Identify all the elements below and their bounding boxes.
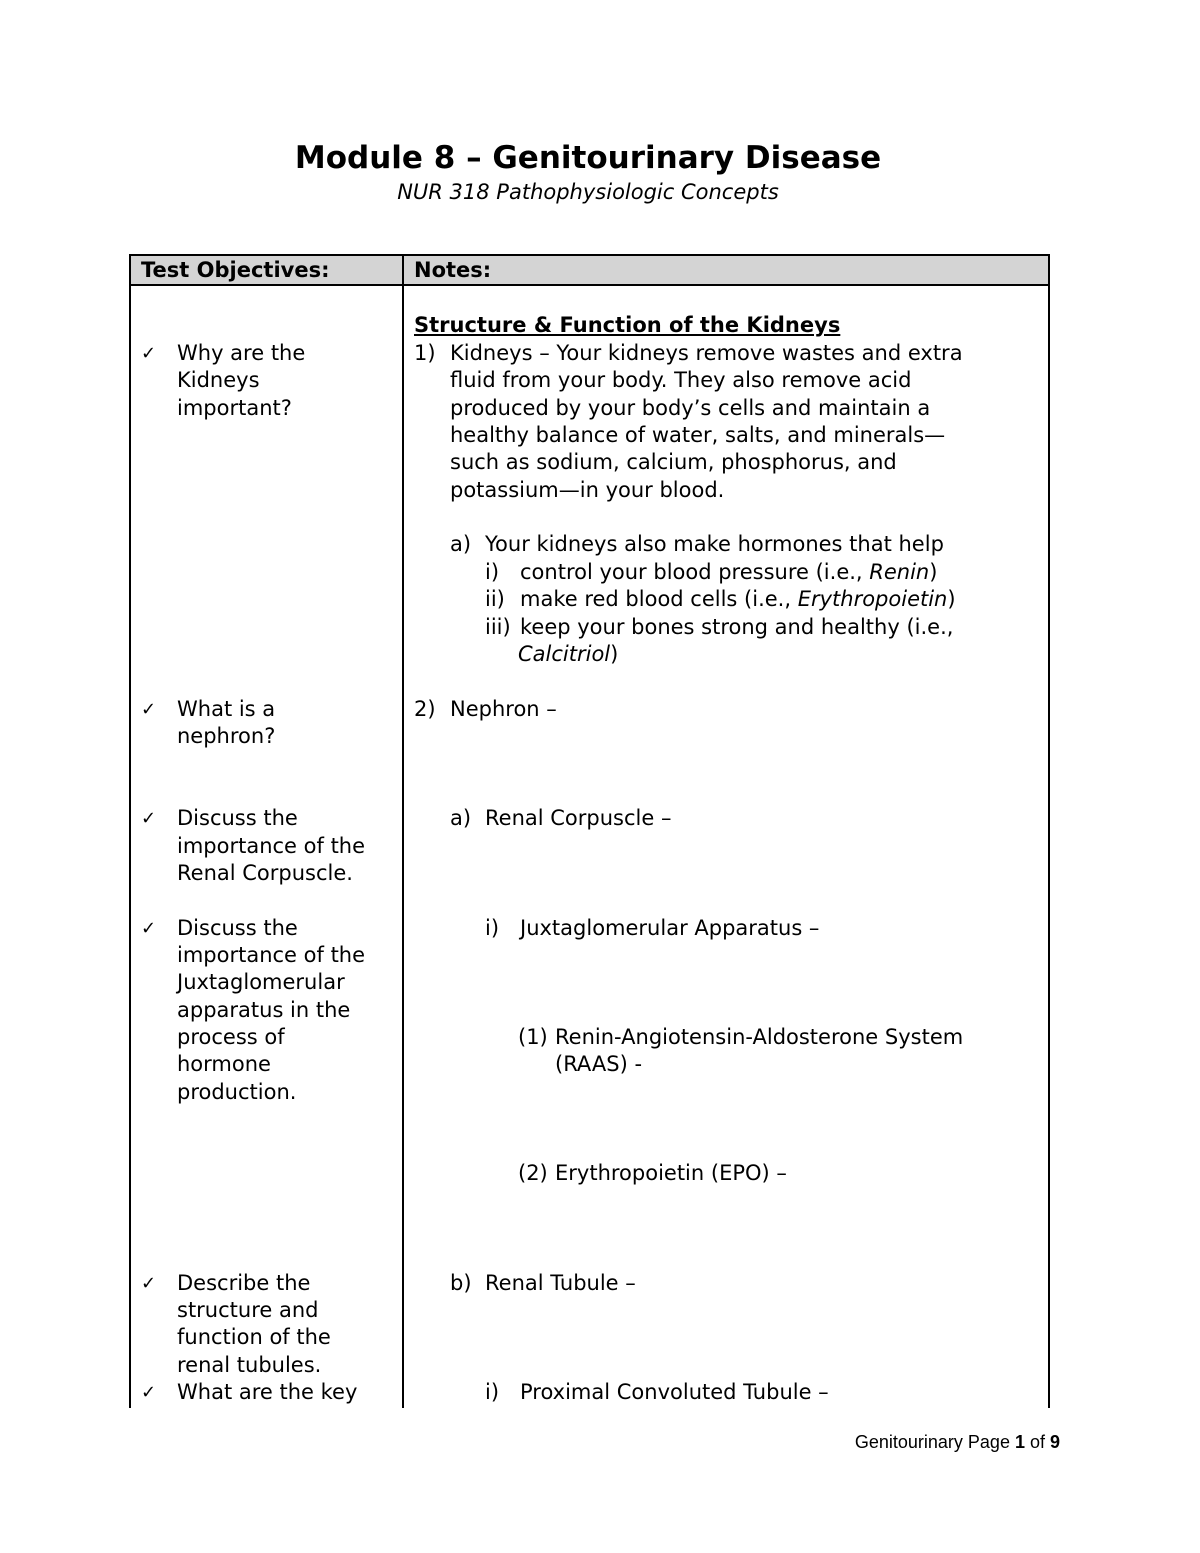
objective-line: What are the key bbox=[177, 1380, 358, 1404]
objective-line: hormone bbox=[177, 1052, 271, 1076]
check-icon: ✓ bbox=[141, 1382, 157, 1403]
list-number: (1) bbox=[518, 1025, 548, 1049]
objective-line: Discuss the bbox=[177, 916, 298, 940]
list-number: i) bbox=[485, 560, 500, 584]
note-line: healthy balance of water, salts, and minerals— bbox=[450, 423, 946, 447]
objective-line: Kidneys bbox=[177, 368, 260, 392]
list-number: (2) bbox=[518, 1161, 548, 1185]
objective-line: importance of the bbox=[177, 834, 366, 858]
check-icon: ✓ bbox=[141, 1273, 157, 1294]
note-line: potassium—in your blood. bbox=[450, 478, 725, 502]
check-icon: ✓ bbox=[141, 918, 157, 939]
note-line: Erythropoietin (EPO) – bbox=[555, 1161, 787, 1185]
objective-line: Describe the bbox=[177, 1271, 311, 1295]
objective-line: What is a bbox=[177, 697, 276, 721]
note-line: Nephron – bbox=[450, 697, 557, 721]
note-line: fluid from your body. They also remove acid bbox=[450, 368, 912, 392]
hormone-item-cont: Calcitriol) bbox=[518, 642, 619, 666]
objective-line: importance of the bbox=[177, 943, 366, 967]
objective-line: structure and bbox=[177, 1298, 319, 1322]
list-number: b) bbox=[450, 1271, 472, 1295]
note-line: Proximal Convoluted Tubule – bbox=[520, 1380, 829, 1404]
list-number: a) bbox=[450, 532, 472, 556]
page-footer: Genitourinary Page 1 of 9 bbox=[854, 1432, 1060, 1452]
page-subtitle: NUR 318 Pathophysiologic Concepts bbox=[397, 180, 779, 204]
check-icon: ✓ bbox=[141, 343, 157, 364]
objective-line: Juxtaglomerular bbox=[177, 970, 345, 994]
hormone-item: control your blood pressure (i.e., Renin) bbox=[520, 560, 938, 584]
page-title: Module 8 – Genitourinary Disease bbox=[294, 140, 882, 176]
note-line: Renal Tubule – bbox=[485, 1271, 636, 1295]
note-line: Juxtaglomerular Apparatus – bbox=[520, 916, 820, 940]
list-number: 2) bbox=[414, 697, 436, 721]
objective-line: Why are the bbox=[177, 341, 306, 365]
objective-line: renal tubules. bbox=[177, 1353, 322, 1377]
note-line: (RAAS) - bbox=[555, 1052, 643, 1076]
list-number: iii) bbox=[485, 615, 511, 639]
note-line: Your kidneys also make hormones that help bbox=[485, 532, 944, 556]
list-number: i) bbox=[485, 916, 500, 940]
objective-line: Renal Corpuscle. bbox=[177, 861, 353, 885]
list-number: a) bbox=[450, 806, 472, 830]
objective-line: important? bbox=[177, 396, 292, 420]
hormone-item: make red blood cells (i.e., Erythropoietin) bbox=[520, 587, 956, 611]
objective-line: function of the bbox=[177, 1325, 331, 1349]
list-number: 1) bbox=[414, 341, 436, 365]
column-divider bbox=[402, 256, 404, 1408]
section-heading: Structure & Function of the Kidneys bbox=[414, 313, 841, 337]
objective-line: Discuss the bbox=[177, 806, 298, 830]
objective-line: process of bbox=[177, 1025, 285, 1049]
check-icon: ✓ bbox=[141, 808, 157, 829]
list-number: i) bbox=[485, 1380, 500, 1404]
objective-line: nephron? bbox=[177, 724, 276, 748]
note-line: Kidneys – Your kidneys remove wastes and extra bbox=[450, 341, 963, 365]
check-icon: ✓ bbox=[141, 699, 157, 720]
col-header-test-objectives: Test Objectives: bbox=[141, 258, 330, 282]
hormone-item: keep your bones strong and healthy (i.e., bbox=[520, 615, 954, 639]
list-number: ii) bbox=[485, 587, 505, 611]
note-line: such as sodium, calcium, phosphorus, and bbox=[450, 450, 897, 474]
note-line: Renin-Angiotensin-Aldosterone System bbox=[555, 1025, 964, 1049]
objective-line: production. bbox=[177, 1080, 297, 1104]
col-header-notes: Notes: bbox=[414, 258, 492, 282]
note-line: Renal Corpuscle – bbox=[485, 806, 672, 830]
objective-line: apparatus in the bbox=[177, 998, 351, 1022]
note-line: produced by your body’s cells and maintain a bbox=[450, 396, 931, 420]
